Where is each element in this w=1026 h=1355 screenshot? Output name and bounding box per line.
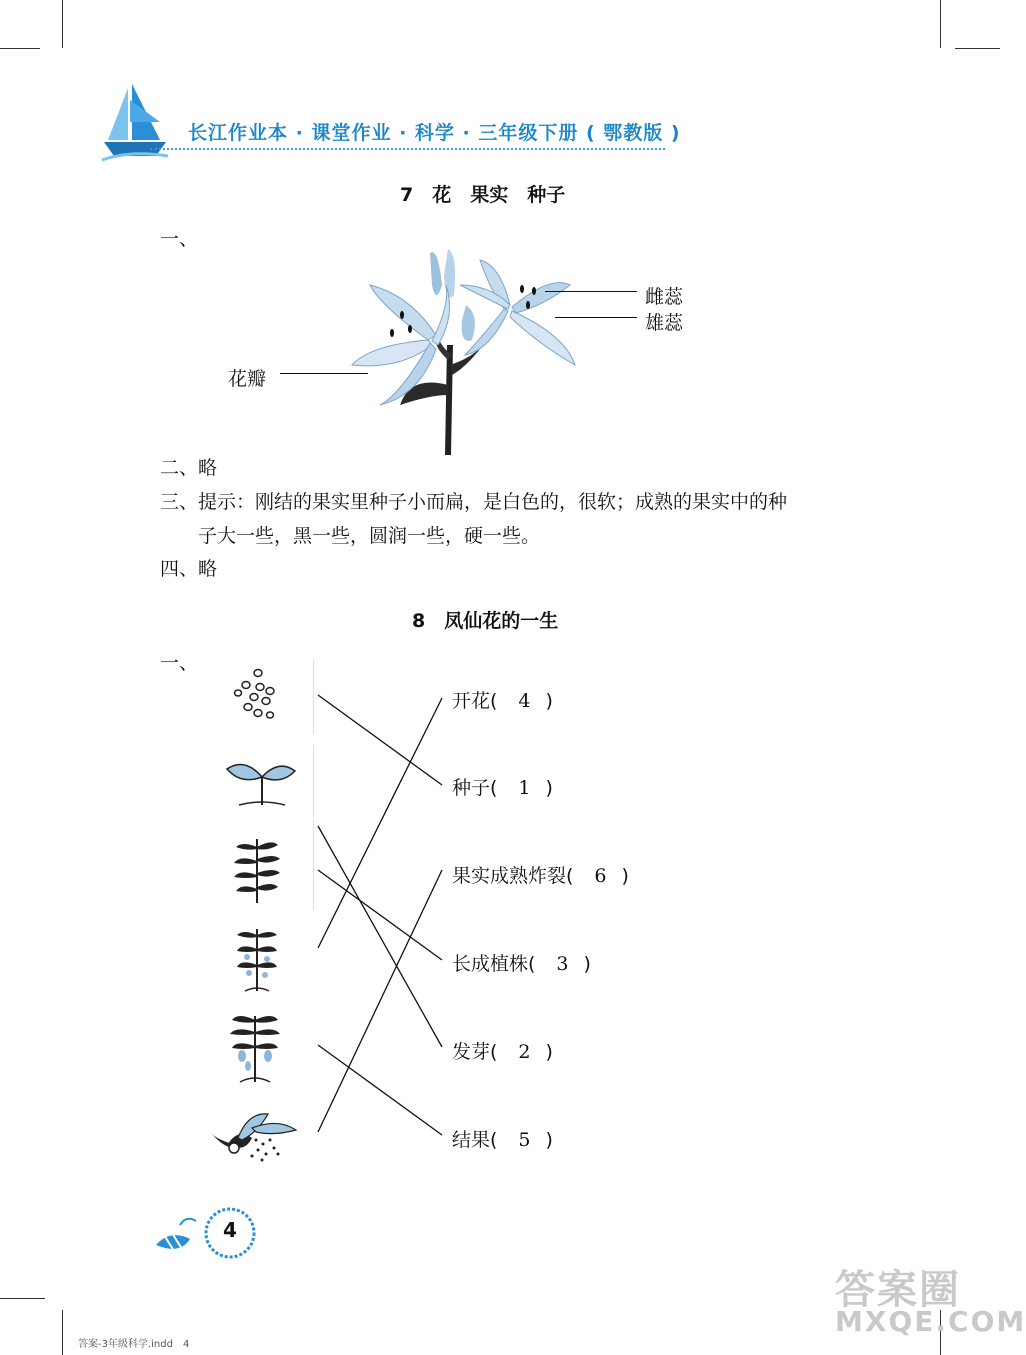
stage-label: 结果 [452,1129,491,1151]
stage-label: 长成植株 [452,953,529,975]
match-line-sprout-to-germinate [318,826,442,1047]
stage-answer: 5 [518,1129,531,1151]
section-8-q1-label: 一、 [160,652,199,674]
match-line-plant-to-grow [318,870,442,960]
page-number: 4 [223,1218,237,1242]
section-7-title: 7 花 果实 种子 [400,184,566,206]
watermark-url: MXQE.COM [835,1305,1026,1338]
section-7-q3-line2: 子大一些，黑一些，圆润一些，硬一些。 [198,525,541,547]
section-8-title: 8 凤仙花的一生 [412,610,559,632]
section-7-q2: 二、略 [160,457,218,479]
stage-answer: 2 [518,1041,531,1063]
stage-item: 开花( 4 ) [452,690,553,712]
stage-label: 种子 [452,777,491,799]
file-info: 答案-3年级科学.indd 4 [78,1339,190,1350]
section-7-q4: 四、略 [160,558,218,580]
pistil-label: 雌蕊 [645,286,684,308]
stage-item: 果实成熟炸裂( 6 ) [452,865,629,887]
stage-item: 长成植株( 3 ) [452,953,591,975]
stage-label: 果实成熟炸裂 [452,865,567,887]
stage-answer: 6 [594,865,607,887]
header-title: 长江作业本 · 课堂作业 · 科学 · 三年级下册 ( 鄂教版 ) [188,122,681,144]
match-line-seed-to-seed [318,695,442,785]
watermark-logo: 答案圈 [835,1267,961,1313]
stage-label: 发芽 [452,1041,491,1063]
stage-answer: 3 [556,953,569,975]
stage-item: 结果( 5 ) [452,1129,553,1151]
stamen-label: 雄蕊 [645,312,684,334]
section-7-q3-line1: 三、提示：刚结的果实里种子小而扁，是白色的，很软；成熟的果实中的种 [160,491,788,513]
match-line-fruiting-to-fruit [318,1045,442,1135]
stage-item: 种子( 1 ) [452,777,553,799]
petal-label: 花瓣 [228,368,267,390]
stage-item: 发芽( 2 ) [452,1041,553,1063]
stage-answer: 1 [518,777,531,799]
stage-label: 开花 [452,690,491,712]
stage-answer: 4 [518,690,531,712]
section-7-q1-label: 一、 [160,228,199,250]
